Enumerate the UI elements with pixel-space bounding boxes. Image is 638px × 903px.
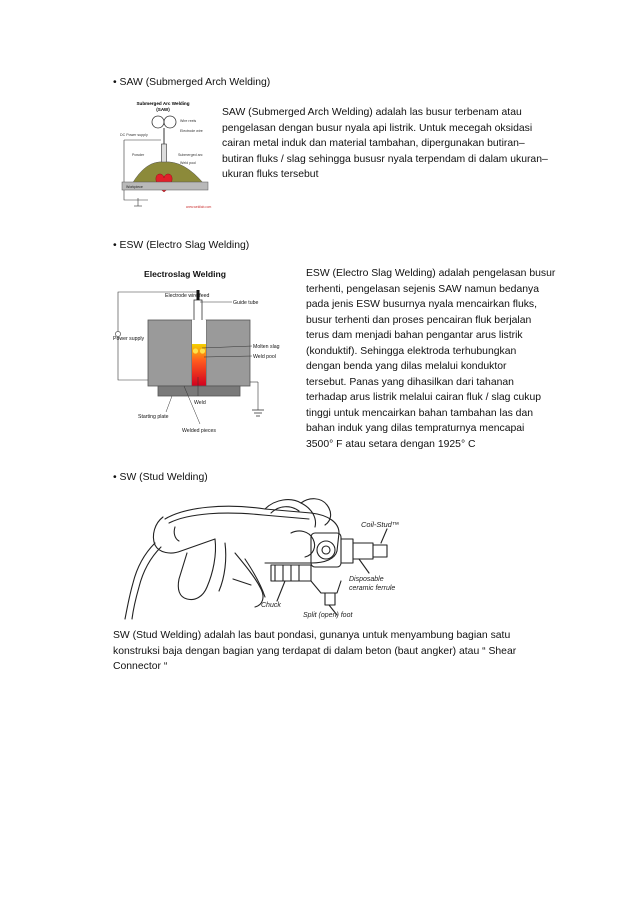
esw-diagram (112, 262, 290, 444)
saw-line: ukuran fluks tersebut (222, 169, 319, 180)
saw-fig-title: Submerged Arc Welding (136, 101, 190, 106)
esw-label-power-supply: Power supply (113, 336, 145, 342)
saw-line: SAW (Submerged Arch Welding) adalah las busur terbenam atau (222, 107, 522, 118)
esw-label-molten-slag: Molten slag (253, 344, 280, 350)
esw-label-starting-plate: Starting plate (138, 414, 169, 420)
saw-label-weld-pool: Weld pool (180, 161, 196, 165)
saw-heading: • SAW (Submerged Arch Welding) (113, 77, 271, 88)
sw-label-ferrule-2: ceramic ferrule (349, 585, 396, 592)
sw-line: SW (Stud Welding) adalah las baut pondasi, gunanya untuk menyambung bagian satu (113, 630, 511, 641)
esw-label-weld: Weld (194, 400, 206, 406)
esw-line: (konduktif). Sehingga elektroda terhubungkan (306, 345, 517, 357)
sw-label-chuck: Chuck (261, 602, 281, 609)
saw-watermark: www.weldlab.com (186, 205, 212, 209)
esw-line: tersebut. Panas yang dihasilkan dari tahanan (306, 376, 514, 388)
esw-line: ESW (Electro Slag Welding) adalah pengelasan busur (306, 268, 556, 279)
saw-label-workpiece: Workpiece (126, 185, 143, 189)
saw-label-electrode-wire: Electrode wire (180, 129, 203, 133)
esw-label-wire-feed: Electrode wire feed (165, 293, 210, 299)
saw-line: butiran fluks / slag sehingga bususr nyala terpendam di dalam ukuran– (222, 153, 548, 165)
sw-stud-gun-drawing (115, 493, 410, 621)
esw-line: terhadap arus listrik melalui cairan fluk / slag cukup (306, 392, 542, 403)
esw-line: terhenti, pengelasan sejenis SAW namun bedanya (306, 283, 539, 295)
esw-line: terus dam menjadi bahan pengantar arus listrik (306, 330, 523, 341)
saw-fig-subtitle: (SAW) (156, 107, 170, 112)
esw-label-weld-pool: Weld pool (253, 354, 276, 360)
sw-heading: • SW (Stud Welding) (113, 472, 208, 483)
esw-fig-title: Electroslag Welding (144, 269, 226, 279)
esw-label-guide-tube: Guide tube (233, 300, 259, 306)
saw-label-wire-reels: Wire reels (180, 119, 197, 123)
esw-line: busur terhenti dan proses pencairan fluk berjalan (306, 314, 532, 326)
saw-line: pengelasan dengan busur nyala api listrik. Untuk mecegah oksidasi (222, 122, 533, 134)
saw-label-power-supply: DC Power supply (120, 133, 148, 137)
sw-label-coil-stud: Coil-Stud™ (361, 520, 400, 529)
saw-label-submerged-arc: Submerged arc (178, 153, 203, 157)
sw-label-ferrule: Disposable (349, 576, 384, 583)
sw-line: konstruksi baja dengan bagian yang terdapat di dalam beton (baut angker) atau “ Shear (113, 645, 517, 657)
esw-line: pada jenis ESW busurnya nyala mencairkan fluks, (306, 299, 538, 310)
sw-description (113, 628, 516, 675)
esw-line: bahan induk yang dilas tempraturnya mencapai (306, 423, 525, 434)
saw-diagram (118, 96, 214, 212)
esw-description (306, 266, 555, 452)
saw-line: cairan metal induk dan material tambahan, dipergunakan butiran– (222, 138, 525, 149)
saw-description (222, 105, 548, 183)
esw-heading: • ESW (Electro Slag Welding) (113, 240, 250, 251)
esw-line: dengan benda yang dilas melalui konduktor (306, 361, 507, 372)
esw-label-welded-pieces: Welded pieces (182, 428, 216, 434)
esw-line: tinggi untuk mencairkan bahan tambahan las dan (306, 407, 534, 419)
sw-line: Connector “ (113, 661, 168, 672)
sw-label-foot: Split (open) foot (303, 612, 353, 619)
esw-line: 3500° F atau setara dengan 1925° C (306, 438, 476, 450)
saw-label-powder: Powder (132, 153, 145, 157)
